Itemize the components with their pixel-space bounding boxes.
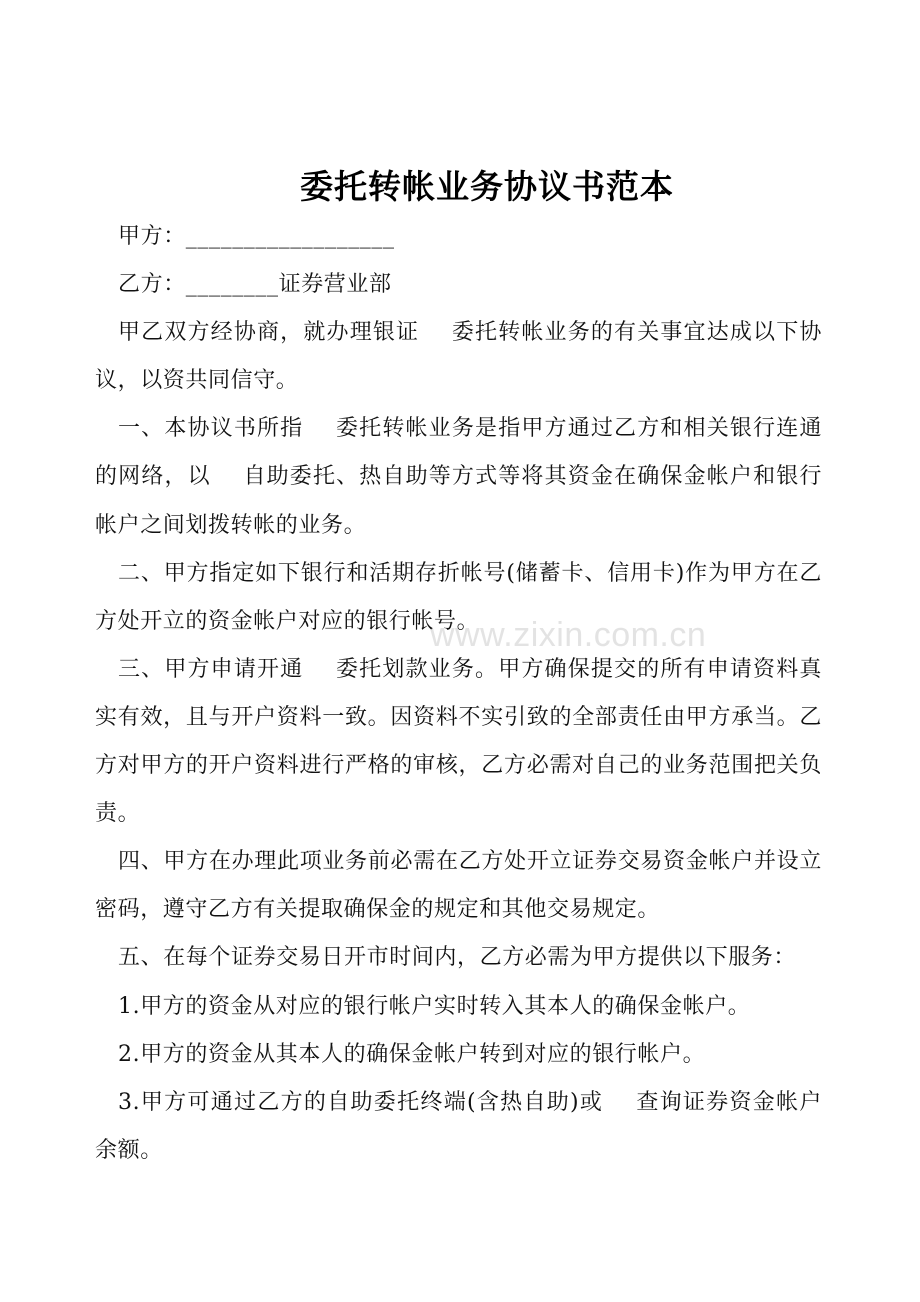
service-item — [95, 1031, 822, 1079]
paragraph-line: 责。 — [95, 801, 141, 827]
document-body — [95, 213, 822, 1175]
paragraph-line: 2.甲方的资金从其本人的确保金帐户转到对应的银行帐户。 — [118, 1041, 706, 1067]
paragraph-line: 密码，遵守乙方有关提取确保金的规定和其他交易规定。 — [95, 897, 661, 923]
paragraph-line: 甲乙双方经协商，就办理银证 委托转帐业务的有关事宜达成以下协 — [118, 320, 822, 346]
agreement-paragraph — [95, 646, 822, 838]
paragraph-line: 二、甲方指定如下银行和活期存折帐号(储蓄卡、信用卡)作为甲方在乙 — [118, 560, 822, 586]
paragraph-line: 帐户之间划拨转帐的业务。 — [95, 512, 367, 538]
paragraph-line: 实有效，且与开户资料一致。因资料不实引致的全部责任由甲方承当。乙 — [95, 704, 822, 730]
paragraph-line: 1.甲方的资金从对应的银行帐户实时转入其本人的确保金帐户。 — [118, 993, 751, 1019]
paragraph-line: 五、在每个证券交易日开市时间内，乙方必需为甲方提供以下服务： — [118, 945, 797, 971]
paragraph-line: 余额。 — [95, 1137, 163, 1163]
party-a-line: 甲方：__________________ — [118, 224, 395, 249]
paragraph-line: 方处开立的资金帐户对应的银行帐号。 — [95, 608, 480, 634]
paragraph-line: 四、甲方在办理此项业务前必需在乙方处开立证券交易资金帐户并设立 — [118, 849, 822, 875]
agreement-paragraph — [95, 405, 822, 549]
watermark: www.zixin.com.cn — [430, 616, 707, 654]
agreement-paragraph — [95, 838, 822, 934]
agreement-paragraph — [95, 550, 822, 646]
party-b-line: 乙方：________证券营业部 — [118, 272, 392, 298]
paragraph-line: 一、本协议书所指 委托转帐业务是指甲方通过乙方和相关银行连通 — [118, 416, 822, 442]
paragraph-line: 方对甲方的开户资料进行严格的审核，乙方必需对自己的业务范围把关负 — [95, 753, 822, 779]
document-title: 委托转帐业务协议书范本 — [300, 167, 674, 206]
agreement-paragraph — [95, 309, 822, 405]
paragraph-line: 三、甲方申请开通 委托划款业务。甲方确保提交的所有申请资料真 — [118, 656, 822, 682]
paragraph-line: 议，以资共同信守。 — [95, 368, 299, 394]
agreement-paragraph — [95, 934, 822, 982]
service-item — [95, 1079, 822, 1175]
service-item — [95, 983, 822, 1031]
paragraph-line: 3.甲方可通过乙方的自助委托终端(含热自助)或 查询证券资金帐户 — [118, 1089, 822, 1115]
paragraph-line: 的网络，以 自助委托、热自助等方式等将其资金在确保金帐户和银行 — [95, 464, 822, 490]
